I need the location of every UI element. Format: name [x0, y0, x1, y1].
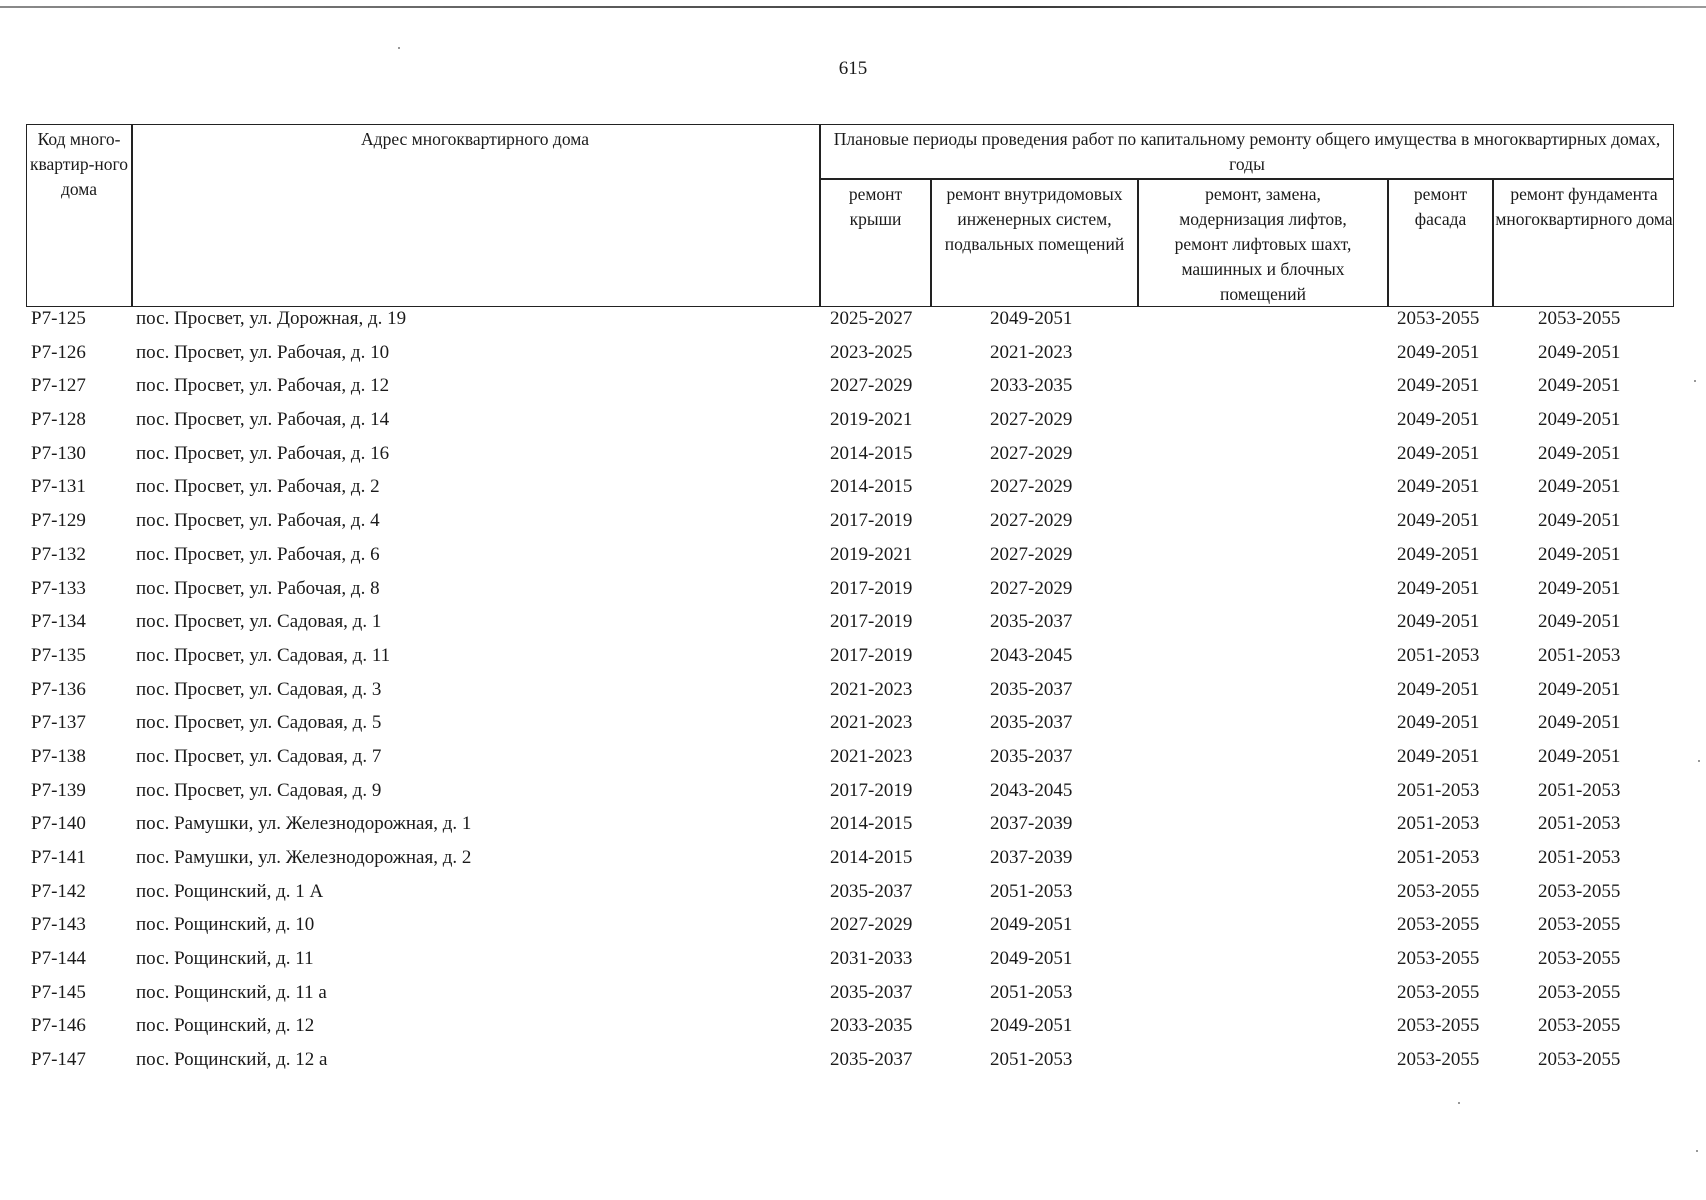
header-foundation: ремонт фундамента многоквартирного дома — [1495, 184, 1673, 229]
cell-facade: 2049-2051 — [1397, 712, 1480, 734]
cell-code: Р7-144 — [31, 948, 86, 970]
cell-facade: 2049-2051 — [1397, 577, 1480, 599]
cell-foundation: 2053-2055 — [1538, 914, 1621, 936]
table-row — [0, 473, 1706, 507]
cell-roof: 2035-2037 — [830, 981, 913, 1003]
cell-code: Р7-126 — [31, 341, 86, 363]
cell-facade: 2051-2053 — [1397, 644, 1480, 666]
cell-address: пос. Рощинский, д. 10 — [136, 914, 315, 936]
cell-engineering: 2051-2053 — [990, 880, 1073, 902]
table-row — [0, 642, 1706, 676]
cell-roof: 2014-2015 — [830, 442, 913, 464]
cell-address: пос. Рощинский, д. 11 а — [136, 981, 327, 1003]
cell-roof: 2027-2029 — [830, 375, 913, 397]
cell-engineering: 2051-2053 — [990, 1049, 1073, 1071]
scan-speck — [1698, 760, 1700, 762]
cell-roof: 2017-2019 — [830, 510, 913, 532]
table-row — [0, 979, 1706, 1013]
cell-address: пос. Просвет, ул. Рабочая, д. 10 — [136, 341, 390, 363]
table-row — [0, 911, 1706, 945]
table-row — [0, 743, 1706, 777]
cell-facade: 2049-2051 — [1397, 611, 1480, 633]
cell-foundation: 2051-2053 — [1538, 644, 1621, 666]
top-rule — [0, 6, 1706, 8]
cell-foundation: 2053-2055 — [1538, 308, 1621, 329]
cell-roof: 2014-2015 — [830, 476, 913, 498]
table-row — [0, 440, 1706, 474]
cell-address: пос. Рощинский, д. 12 — [136, 1015, 315, 1037]
cell-address: пос. Рамушки, ул. Железнодорожная, д. 1 — [136, 813, 472, 835]
cell-code: Р7-131 — [31, 476, 86, 498]
cell-address: пос. Просвет, ул. Садовая, д. 3 — [136, 678, 382, 700]
cell-roof: 2021-2023 — [830, 678, 913, 700]
cell-address: пос. Просвет, ул. Рабочая, д. 12 — [136, 375, 390, 397]
cell-roof: 2017-2019 — [830, 611, 913, 633]
cell-code: Р7-135 — [31, 644, 86, 666]
cell-foundation: 2049-2051 — [1538, 577, 1621, 599]
cell-code: Р7-128 — [31, 409, 86, 431]
cell-foundation: 2051-2053 — [1538, 813, 1621, 835]
cell-code: Р7-134 — [31, 611, 86, 633]
cell-foundation: 2049-2051 — [1538, 510, 1621, 532]
cell-facade: 2049-2051 — [1397, 409, 1480, 431]
cell-facade: 2049-2051 — [1397, 476, 1480, 498]
page-number: 615 — [838, 58, 868, 79]
cell-foundation: 2049-2051 — [1538, 712, 1621, 734]
cell-facade: 2053-2055 — [1397, 948, 1480, 970]
cell-engineering: 2051-2053 — [990, 981, 1073, 1003]
cell-facade: 2053-2055 — [1397, 308, 1480, 329]
cell-foundation: 2049-2051 — [1538, 543, 1621, 565]
cell-foundation: 2049-2051 — [1538, 375, 1621, 397]
cell-address: пос. Просвет, ул. Дорожная, д. 19 — [136, 308, 407, 329]
cell-code: Р7-147 — [31, 1049, 86, 1071]
cell-address: пос. Просвет, ул. Рабочая, д. 14 — [136, 409, 390, 431]
cell-roof: 2035-2037 — [830, 880, 913, 902]
cell-roof: 2017-2019 — [830, 779, 913, 801]
table-row — [0, 339, 1706, 373]
cell-code: Р7-127 — [31, 375, 86, 397]
cell-engineering: 2035-2037 — [990, 678, 1073, 700]
cell-engineering: 2027-2029 — [990, 543, 1073, 565]
cell-code: Р7-129 — [31, 510, 86, 532]
cell-address: пос. Рощинский, д. 11 — [136, 948, 314, 970]
table-row — [0, 878, 1706, 912]
header-roof: ремонт крыши — [848, 184, 903, 229]
cell-roof: 2019-2021 — [830, 543, 913, 565]
cell-engineering: 2035-2037 — [990, 712, 1073, 734]
cell-engineering: 2033-2035 — [990, 375, 1073, 397]
cell-engineering: 2037-2039 — [990, 847, 1073, 868]
cell-address: пос. Просвет, ул. Садовая, д. 7 — [136, 745, 382, 767]
cell-facade: 2049-2051 — [1397, 375, 1480, 397]
cell-code: Р7-143 — [31, 914, 86, 936]
cell-engineering: 2035-2037 — [990, 611, 1073, 633]
header-facade: ремонт фасада — [1413, 184, 1468, 229]
table-row — [0, 844, 1706, 878]
cell-engineering: 2049-2051 — [990, 1015, 1073, 1037]
cell-facade: 2049-2051 — [1397, 745, 1480, 767]
cell-address: пос. Просвет, ул. Рабочая, д. 4 — [136, 510, 380, 532]
table-row — [0, 676, 1706, 710]
cell-address: пос. Рамушки, ул. Железнодорожная, д. 2 — [136, 847, 472, 868]
cell-foundation: 2049-2051 — [1538, 341, 1621, 363]
cell-engineering: 2027-2029 — [990, 409, 1073, 431]
cell-address: пос. Просвет, ул. Садовая, д. 5 — [136, 712, 382, 734]
cell-facade: 2051-2053 — [1397, 813, 1480, 835]
cell-code: Р7-125 — [31, 308, 86, 329]
cell-facade: 2049-2051 — [1397, 442, 1480, 464]
cell-engineering: 2049-2051 — [990, 914, 1073, 936]
cell-facade: 2049-2051 — [1397, 341, 1480, 363]
cell-foundation: 2053-2055 — [1538, 948, 1621, 970]
cell-roof: 2019-2021 — [830, 409, 913, 431]
cell-engineering: 2021-2023 — [990, 341, 1073, 363]
cell-roof: 2023-2025 — [830, 341, 913, 363]
cell-roof: 2021-2023 — [830, 745, 913, 767]
table-row — [0, 1046, 1706, 1080]
table-body — [0, 305, 1706, 1080]
cell-engineering: 2035-2037 — [990, 745, 1073, 767]
cell-facade: 2051-2053 — [1397, 847, 1480, 868]
cell-roof: 2025-2027 — [830, 308, 913, 329]
cell-code: Р7-139 — [31, 779, 86, 801]
cell-address: пос. Просвет, ул. Рабочая, д. 8 — [136, 577, 380, 599]
table-row — [0, 1012, 1706, 1046]
table-row — [0, 406, 1706, 440]
cell-address: пос. Рощинский, д. 1 А — [136, 880, 324, 902]
cell-foundation: 2053-2055 — [1538, 981, 1621, 1003]
cell-engineering: 2027-2029 — [990, 510, 1073, 532]
cell-roof: 2031-2033 — [830, 948, 913, 970]
cell-engineering: 2027-2029 — [990, 442, 1073, 464]
cell-code: Р7-136 — [31, 678, 86, 700]
cell-roof: 2035-2037 — [830, 1049, 913, 1071]
table-row — [0, 305, 1706, 339]
table-row — [0, 541, 1706, 575]
cell-foundation: 2053-2055 — [1538, 1015, 1621, 1037]
header-code: Код много-квартир-ного дома — [29, 129, 129, 199]
divider — [131, 125, 133, 306]
cell-address: пос. Просвет, ул. Рабочая, д. 6 — [136, 543, 380, 565]
header-address: Адрес многоквартирного дома — [361, 129, 589, 149]
cell-code: Р7-130 — [31, 442, 86, 464]
scan-speck — [1694, 380, 1696, 382]
cell-facade: 2049-2051 — [1397, 510, 1480, 532]
cell-engineering: 2043-2045 — [990, 779, 1073, 801]
header-engineering: ремонт внутридомовых инженерных систем, подвальных помещений — [944, 184, 1125, 254]
cell-facade: 2053-2055 — [1397, 914, 1480, 936]
header-periods-group: Плановые периоды проведения работ по капитальному ремонту общего имущества в многоквартирных домах, годы — [833, 129, 1661, 174]
cell-engineering: 2049-2051 — [990, 308, 1073, 329]
cell-code: Р7-142 — [31, 880, 86, 902]
table-row — [0, 945, 1706, 979]
scan-speck — [398, 47, 400, 49]
table-row — [0, 810, 1706, 844]
header-elevators: ремонт, замена, модернизация лифтов, ремонт лифтовых шахт, машинных и блочных помещений — [1174, 184, 1352, 304]
cell-engineering: 2049-2051 — [990, 948, 1073, 970]
cell-roof: 2014-2015 — [830, 847, 913, 868]
scan-speck — [1458, 1102, 1460, 1104]
cell-code: Р7-140 — [31, 813, 86, 835]
cell-foundation: 2049-2051 — [1538, 611, 1621, 633]
cell-roof: 2033-2035 — [830, 1015, 913, 1037]
cell-foundation: 2049-2051 — [1538, 442, 1621, 464]
cell-foundation: 2049-2051 — [1538, 678, 1621, 700]
cell-roof: 2017-2019 — [830, 644, 913, 666]
cell-roof: 2027-2029 — [830, 914, 913, 936]
cell-code: Р7-141 — [31, 847, 86, 868]
cell-engineering: 2027-2029 — [990, 476, 1073, 498]
table-row — [0, 507, 1706, 541]
cell-foundation: 2053-2055 — [1538, 1049, 1621, 1071]
cell-foundation: 2053-2055 — [1538, 880, 1621, 902]
table-row — [0, 575, 1706, 609]
cell-facade: 2053-2055 — [1397, 981, 1480, 1003]
cell-engineering: 2037-2039 — [990, 813, 1073, 835]
cell-code: Р7-132 — [31, 543, 86, 565]
cell-roof: 2014-2015 — [830, 813, 913, 835]
cell-address: пос. Просвет, ул. Рабочая, д. 2 — [136, 476, 380, 498]
cell-address: пос. Просвет, ул. Садовая, д. 1 — [136, 611, 382, 633]
cell-foundation: 2049-2051 — [1538, 745, 1621, 767]
cell-facade: 2053-2055 — [1397, 1049, 1480, 1071]
cell-code: Р7-146 — [31, 1015, 86, 1037]
cell-facade: 2051-2053 — [1397, 779, 1480, 801]
table-row — [0, 608, 1706, 642]
cell-engineering: 2043-2045 — [990, 644, 1073, 666]
cell-code: Р7-133 — [31, 577, 86, 599]
cell-foundation: 2051-2053 — [1538, 779, 1621, 801]
table-row — [0, 709, 1706, 743]
table-row — [0, 372, 1706, 406]
cell-facade: 2053-2055 — [1397, 880, 1480, 902]
cell-roof: 2021-2023 — [830, 712, 913, 734]
scan-speck — [1696, 1150, 1698, 1152]
cell-roof: 2017-2019 — [830, 577, 913, 599]
table-header — [26, 124, 1674, 307]
cell-foundation: 2049-2051 — [1538, 409, 1621, 431]
cell-address: пос. Просвет, ул. Рабочая, д. 16 — [136, 442, 390, 464]
cell-code: Р7-138 — [31, 745, 86, 767]
table-row — [0, 777, 1706, 811]
cell-address: пос. Рощинский, д. 12 а — [136, 1049, 328, 1071]
cell-foundation: 2049-2051 — [1538, 476, 1621, 498]
cell-code: Р7-145 — [31, 981, 86, 1003]
cell-facade: 2053-2055 — [1397, 1015, 1480, 1037]
cell-facade: 2049-2051 — [1397, 678, 1480, 700]
cell-code: Р7-137 — [31, 712, 86, 734]
cell-foundation: 2051-2053 — [1538, 847, 1621, 868]
cell-address: пос. Просвет, ул. Садовая, д. 9 — [136, 779, 382, 801]
cell-address: пос. Просвет, ул. Садовая, д. 11 — [136, 644, 391, 666]
cell-facade: 2049-2051 — [1397, 543, 1480, 565]
cell-engineering: 2027-2029 — [990, 577, 1073, 599]
